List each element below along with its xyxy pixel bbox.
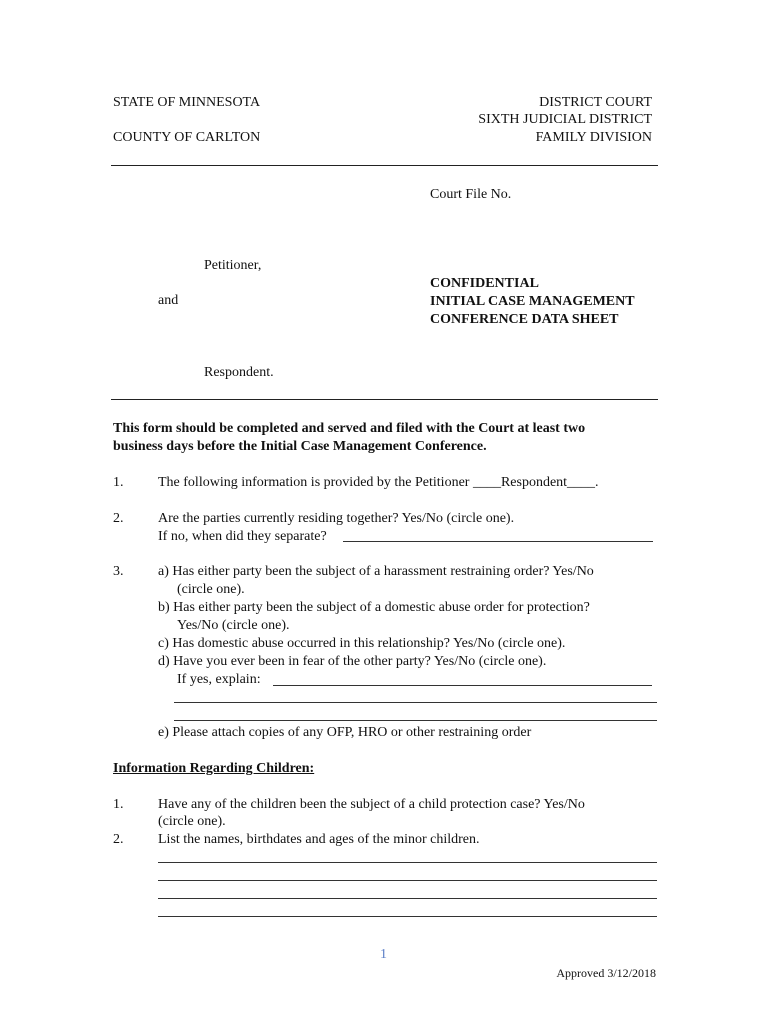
item-3e-text: e) Please attach copies of any OFP, HRO or other restraining order (158, 725, 532, 740)
petitioner-label: Petitioner, (204, 258, 262, 273)
court-division: FAMILY DIVISION (535, 130, 652, 145)
page-number: 1 (380, 947, 387, 962)
item-3a-text-line-1: a) Has either party been the subject of a harassment restraining order? Yes/No (158, 564, 594, 579)
item-2-number: 2. (113, 511, 124, 526)
item-2-text-line-1: Are the parties currently residing together? Yes/No (circle one). (158, 511, 515, 526)
children-item-1-text-line-2: (circle one). (158, 814, 226, 829)
caption-divider (111, 399, 658, 400)
children-section-heading: Information Regarding Children: (113, 761, 315, 776)
document-title-line-3: CONFERENCE DATA SHEET (430, 312, 619, 327)
state-name: STATE OF MINNESOTA (113, 95, 261, 110)
children-blank-2[interactable] (158, 880, 657, 881)
item-3d-explain-label: If yes, explain: (177, 672, 261, 687)
children-item-1-number: 1. (113, 797, 124, 812)
item-1-number: 1. (113, 475, 124, 490)
children-item-2-text: List the names, birthdates and ages of the minor children. (158, 832, 480, 847)
judicial-district: SIXTH JUDICIAL DISTRICT (478, 112, 652, 127)
explain-blank-1[interactable] (273, 685, 652, 686)
explain-blank-2[interactable] (174, 702, 657, 703)
instructions-line-2: business days before the Initial Case Management Conference. (113, 439, 487, 454)
approved-date: Approved 3/12/2018 (556, 966, 656, 980)
item-2-text-line-2: If no, when did they separate? (158, 529, 327, 544)
document-title-line-2: INITIAL CASE MANAGEMENT (430, 294, 635, 309)
item-1-text: The following information is provided by the Petitioner ____Respondent____. (158, 475, 599, 490)
item-3c-text: c) Has domestic abuse occurred in this relationship? Yes/No (circle one). (158, 636, 566, 651)
instructions-line-1: This form should be completed and served and filed with the Court at least two (113, 421, 586, 436)
header-divider (111, 165, 658, 166)
children-item-2-number: 2. (113, 832, 124, 847)
children-item-1-text-line-1: Have any of the children been the subject of a child protection case? Yes/No (158, 797, 585, 812)
and-label: and (158, 293, 179, 308)
item-3a-text-line-2: (circle one). (177, 582, 245, 597)
item-3b-text-line-2: Yes/No (circle one). (177, 618, 290, 633)
court-file-number-label: Court File No. (430, 187, 512, 202)
explain-blank-3[interactable] (174, 720, 657, 721)
children-blank-1[interactable] (158, 862, 657, 863)
county-name: COUNTY OF CARLTON (113, 130, 261, 145)
item-3d-text: d) Have you ever been in fear of the other party? Yes/No (circle one). (158, 654, 547, 669)
court-name: DISTRICT COURT (539, 95, 652, 110)
item-3b-text-line-1: b) Has either party been the subject of a domestic abuse order for protection? (158, 600, 590, 615)
respondent-label: Respondent. (204, 365, 274, 380)
children-blank-3[interactable] (158, 898, 657, 899)
children-blank-4[interactable] (158, 916, 657, 917)
separation-date-blank[interactable] (343, 541, 653, 542)
document-title-line-1: CONFIDENTIAL (430, 276, 539, 291)
item-3-number: 3. (113, 564, 124, 579)
